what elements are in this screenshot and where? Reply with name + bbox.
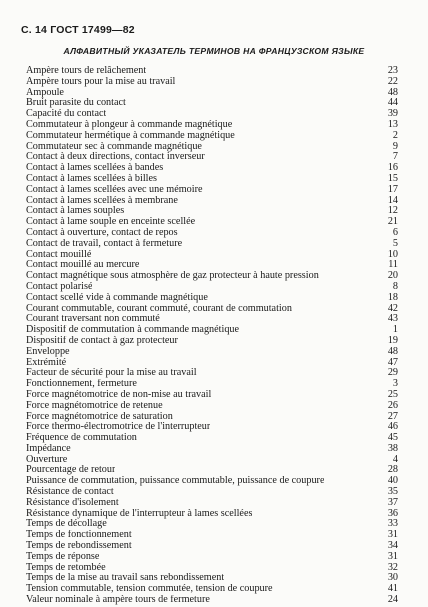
index-term: Contact scellé vide à commande magnétique <box>26 292 208 303</box>
index-term-number: 34 <box>387 540 398 552</box>
index-term-number: 47 <box>387 356 398 368</box>
index-term: Dispositif de contact à gaz protecteur <box>26 335 178 346</box>
index-term: Facteur de sécurité pour la mise au travail <box>26 368 197 379</box>
index-entry <box>26 304 398 315</box>
index-term-number: 5 <box>392 237 398 249</box>
index-term: Dispositif de commutation à commande magnétique <box>26 325 240 336</box>
index-term: Bruit parasite du contact <box>26 98 126 109</box>
index-term-number: 13 <box>387 118 398 130</box>
index-term-number: 39 <box>387 108 398 120</box>
index-term: Contact à lames souples <box>26 206 125 217</box>
index-term: Capacité du contact <box>26 109 107 120</box>
index-term-number: 41 <box>387 583 398 595</box>
index-term-number: 14 <box>387 194 398 206</box>
index-term: Temps de la mise au travail sans rebondissement <box>26 573 225 584</box>
index-term-number: 31 <box>387 550 398 562</box>
index-term: Temps de réponse <box>26 551 100 562</box>
index-term: Puissance de commutation, puissance commutable, puissance de coupure <box>26 476 325 487</box>
index-term: Contact à ouverture, contact de repos <box>26 227 178 238</box>
index-entry <box>26 174 398 185</box>
index-term-number: 16 <box>387 162 398 174</box>
index-entry <box>26 336 398 347</box>
index-term: Commutateur hermétique à commande magnétique <box>26 130 235 141</box>
index-term: Résistance dynamique de l'interrupteur à lames scellées <box>26 508 253 519</box>
index-term-number: 21 <box>387 216 398 228</box>
index-term: Contact polarisé <box>26 281 93 292</box>
index-term: Ouverture <box>26 454 68 465</box>
index-entry <box>26 217 398 228</box>
index-term: Impédance <box>26 443 71 454</box>
index-entry <box>26 120 398 131</box>
index-term-number: 8 <box>392 280 398 292</box>
page-header: С. 14 ГОСТ 17499—82 <box>21 24 135 36</box>
index-entry <box>26 163 398 174</box>
index-term: Force magnétomotrice de non-mise au travail <box>26 389 212 400</box>
index-entry <box>26 250 398 261</box>
index-term-number: 44 <box>387 97 398 109</box>
index-term: Contact mouillé au mercure <box>26 260 140 271</box>
index-term: Force magnétomotrice de saturation <box>26 411 173 422</box>
index-entry <box>26 584 398 595</box>
index-term-number: 36 <box>387 507 398 519</box>
term-index-list <box>26 66 398 606</box>
index-term: Commutateur à plongeur à commande magnétique <box>26 119 233 130</box>
index-term-number: 29 <box>387 367 398 379</box>
index-entry <box>26 541 398 552</box>
index-term-number: 1 <box>392 324 398 336</box>
index-entry <box>26 271 398 282</box>
index-term-number: 42 <box>387 302 398 314</box>
index-term: Courant traversant non commuté <box>26 314 160 325</box>
index-entry <box>26 444 398 455</box>
index-term-number: 3 <box>392 378 398 390</box>
index-term: Contact à lames scellées à membrane <box>26 195 178 206</box>
index-entry <box>26 595 398 606</box>
index-term: Temps de fonctionnement <box>26 530 132 541</box>
index-term: Ampoule <box>26 87 64 98</box>
index-entry <box>26 401 398 412</box>
index-term: Commutateur sec à commande magnétique <box>26 141 202 152</box>
index-term-number: 24 <box>387 594 398 606</box>
index-term: Valeur nominale à ampère tours de fermeture <box>26 595 210 606</box>
index-term-number: 10 <box>387 248 398 260</box>
index-entry <box>26 498 398 509</box>
index-entry <box>26 476 398 487</box>
index-term-number: 27 <box>387 410 398 422</box>
index-entry <box>26 530 398 541</box>
index-entry <box>26 206 398 217</box>
index-entry <box>26 358 398 369</box>
index-entry <box>26 455 398 466</box>
index-term-number: 33 <box>387 518 398 530</box>
index-entry <box>26 88 398 99</box>
index-term: Tension commutable, tension commutée, tension de coupure <box>26 584 273 595</box>
index-term-number: 43 <box>387 313 398 325</box>
index-term-number: 9 <box>392 140 398 152</box>
index-term: Contact magnétique sous atmosphère de gaz protecteur à haute pression <box>26 271 319 282</box>
index-term-number: 31 <box>387 529 398 541</box>
index-entry <box>26 152 398 163</box>
index-term: Temps de retombée <box>26 562 106 573</box>
index-entry <box>26 131 398 142</box>
index-term-number: 37 <box>387 496 398 508</box>
index-term-number: 32 <box>387 561 398 573</box>
index-term-number: 30 <box>387 572 398 584</box>
index-entry <box>26 196 398 207</box>
index-entry <box>26 465 398 476</box>
index-entry <box>26 260 398 271</box>
index-term-number: 45 <box>387 432 398 444</box>
index-term-number: 2 <box>392 129 398 141</box>
index-term: Ampère tours pour la mise au travail <box>26 76 176 87</box>
index-term: Contact à deux directions, contact inverseur <box>26 152 205 163</box>
index-term: Fonctionnement, fermeture <box>26 379 137 390</box>
index-term: Résistance d'isolement <box>26 497 119 508</box>
index-entry <box>26 412 398 423</box>
index-term-number: 48 <box>387 345 398 357</box>
index-term-number: 6 <box>392 226 398 238</box>
index-term-number: 28 <box>387 464 398 476</box>
index-entry <box>26 487 398 498</box>
index-entry <box>26 519 398 530</box>
index-term-number: 40 <box>387 475 398 487</box>
index-entry <box>26 347 398 358</box>
index-term-number: 38 <box>387 442 398 454</box>
index-term: Contact de travail, contact à fermeture <box>26 238 183 249</box>
index-term-number: 35 <box>387 486 398 498</box>
index-term-number: 25 <box>387 388 398 400</box>
index-entry <box>26 368 398 379</box>
index-entry <box>26 293 398 304</box>
index-term: Enveloppe <box>26 346 70 357</box>
index-entry <box>26 433 398 444</box>
index-term: Contact à lames scellées à bandes <box>26 163 164 174</box>
index-term-number: 12 <box>387 205 398 217</box>
index-entry <box>26 552 398 563</box>
index-entry <box>26 379 398 390</box>
index-entry <box>26 573 398 584</box>
index-term-number: 11 <box>388 259 398 271</box>
index-entry <box>26 109 398 120</box>
index-term-number: 46 <box>387 421 398 433</box>
index-entry <box>26 314 398 325</box>
index-term: Contact mouillé <box>26 249 92 260</box>
index-entry <box>26 98 398 109</box>
index-term-number: 26 <box>387 399 398 411</box>
index-term: Temps de rebondissement <box>26 541 132 552</box>
index-term: Contact à lames scellées avec une mémoire <box>26 184 203 195</box>
index-term-number: 20 <box>387 270 398 282</box>
index-term-number: 19 <box>387 334 398 346</box>
index-term: Contact à lame souple en enceinte scellée <box>26 217 196 228</box>
index-entry <box>26 185 398 196</box>
index-term-number: 17 <box>387 183 398 195</box>
page-title: АЛФАВИТНЫЙ УКАЗАТЕЛЬ ТЕРМИНОВ НА ФРАНЦУЗСКОМ ЯЗЫКЕ <box>63 46 365 56</box>
index-term: Force thermo-électromotrice de l'interrupteur <box>26 422 211 433</box>
index-term-number: 4 <box>392 453 398 465</box>
index-entry <box>26 239 398 250</box>
index-entry <box>26 77 398 88</box>
index-entry <box>26 509 398 520</box>
index-entry <box>26 228 398 239</box>
index-entry <box>26 282 398 293</box>
index-term-number: 23 <box>387 65 398 76</box>
index-term: Fréquence de commutation <box>26 433 137 444</box>
index-entry <box>26 422 398 433</box>
index-entry <box>26 325 398 336</box>
index-term: Résistance de contact <box>26 487 114 498</box>
index-entry <box>26 390 398 401</box>
index-term-number: 18 <box>387 291 398 303</box>
index-term-number: 7 <box>392 151 398 163</box>
index-term-number: 22 <box>387 75 398 87</box>
index-term-number: 15 <box>387 172 398 184</box>
index-entry <box>26 563 398 574</box>
index-term: Contact à lames scellées à billes <box>26 173 157 184</box>
index-entry <box>26 66 398 77</box>
index-entry <box>26 142 398 153</box>
index-term: Force magnétomotrice de retenue <box>26 400 163 411</box>
index-term-number: 48 <box>387 86 398 98</box>
index-term: Ampère tours de relâchement <box>26 66 147 76</box>
index-term: Temps de décollage <box>26 519 107 530</box>
index-term: Extrémité <box>26 357 67 368</box>
index-term: Courant commutable, courant commuté, courant de commutation <box>26 303 292 314</box>
index-term: Pourcentage de retour <box>26 465 116 476</box>
